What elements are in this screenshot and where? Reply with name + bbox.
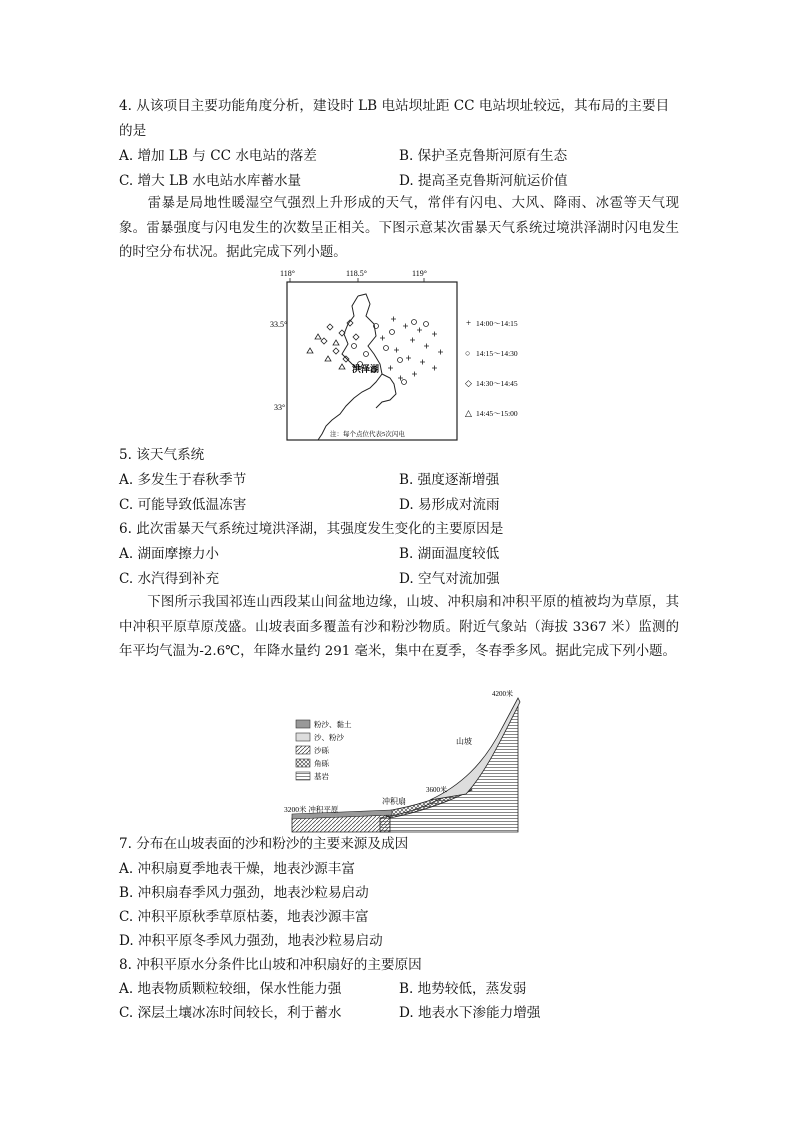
label-3200m-plain: 3200米 冲积平原 <box>284 805 339 814</box>
legend-symbol-diamond: ◇ <box>465 378 472 388</box>
legend-symbol-plus: + <box>466 318 472 328</box>
q7-option-c: C. 冲积平原秋季草原枯萎，地表沙源丰富 <box>119 909 369 925</box>
label-4200m: 4200米 <box>492 690 513 698</box>
q4-option-a: A. 增加 LB 与 CC 水电站的落差 <box>119 148 317 164</box>
lon-label-119: 119° <box>412 269 427 278</box>
q4-stem-line2: 的是 <box>119 123 147 139</box>
q4-option-d: D. 提高圣克鲁斯河航运价值 <box>399 173 568 189</box>
legend-label-breccia: 角砾 <box>314 759 329 768</box>
q8-option-d: D. 地表水下渗能力增强 <box>399 1005 541 1021</box>
q5-option-c: C. 可能导致低温冻害 <box>119 497 247 513</box>
label-slope: 山坡 <box>456 737 472 746</box>
q7-option-d: D. 冲积平原冬季风力强劲，地表沙粒易启动 <box>119 933 383 949</box>
intro-qilian <box>119 591 679 665</box>
q7-option-a: A. 冲积扇夏季地表干燥，地表沙源丰富 <box>119 861 355 877</box>
q6-option-d: D. 空气对流加强 <box>399 571 500 587</box>
intro-qilian-text: 下图所示我国祁连山西段某山间盆地边缘，山坡、冲积扇和冲积平原的植被均为草原，其中冲积平原草原茂盛。山坡表面多覆盖有沙和粉沙物质。附近气象站（海拔 3367 米）监测的年平均气温为-2.6℃，年降水量约 291 毫米，集中在夏季，冬春季多风。据此完成下列小题。 <box>119 595 679 659</box>
q6-option-b: B. 湖面温度较低 <box>399 546 500 562</box>
legend-symbol-circle: ○ <box>465 348 471 358</box>
q4-stem-line1: 4. 从该项目主要功能角度分析，建设时 LB 电站坝址距 CC 电站坝址较远，其布局的主要目 <box>119 98 670 114</box>
intro-thunderstorm-text: 雷暴是局地性暖湿空气强烈上升形成的天气，常伴有闪电、大风、降雨、冰雹等天气现象。雷暴强度与闪电发生的次数呈正相关。下图示意某次雷暴天气系统过境洪泽湖时闪电发生的时空分布状况。据此完成下列小题。 <box>119 196 679 260</box>
slope-profile-figure <box>280 688 530 834</box>
legend-swatch-sand-silt <box>296 733 310 741</box>
lat-label-33-5: 33.5° <box>270 320 288 329</box>
legend-label-plus: 14:00～14:15 <box>476 319 518 328</box>
legend-symbol-triangle: △ <box>465 408 472 418</box>
q8-option-b: B. 地势较低，蒸发弱 <box>399 981 527 997</box>
lightning-diamond-points <box>321 320 359 362</box>
lightning-circle-points <box>352 320 429 385</box>
lon-label-118: 118° <box>280 269 295 278</box>
map-frame <box>287 282 457 440</box>
q5-option-d: D. 易形成对流雨 <box>399 497 500 513</box>
lake-label: 洪泽湖 <box>352 364 380 374</box>
lon-ticks <box>290 278 424 282</box>
q8-option-c: C. 深层土壤冰冻时间较长，利于蓄水 <box>119 1005 342 1021</box>
legend-label-bedrock: 基岩 <box>314 772 329 781</box>
label-3600m: 3600米 <box>426 786 447 794</box>
intro-thunderstorm <box>119 192 679 266</box>
legend-label-diamond: 14:30～14:45 <box>476 379 518 388</box>
label-fan: 冲积扇 <box>382 797 406 806</box>
legend-label-circle: 14:15～14:30 <box>476 349 518 358</box>
legend-swatch-breccia <box>296 759 310 767</box>
legend-label-gravel: 沙砾 <box>314 746 329 755</box>
q8-option-a: A. 地表物质颗粒较细，保水性能力强 <box>119 981 342 997</box>
q8-stem: 8. 冲积平原水分条件比山坡和冲积扇好的主要原因 <box>119 957 422 973</box>
map-note: 注：每个点位代表5次闪电 <box>330 431 405 438</box>
q5-option-b: B. 强度逐渐增强 <box>399 472 500 488</box>
legend-label-triangle: 14:45～15:00 <box>476 409 518 418</box>
lat-label-33: 33° <box>274 403 286 412</box>
q7-stem: 7. 分布在山坡表面的沙和粉沙的主要来源及成因 <box>119 836 409 852</box>
q4-option-c: C. 增大 LB 水电站水库蓄水量 <box>119 173 302 189</box>
q6-stem: 6. 此次雷暴天气系统过境洪泽湖，其强度发生变化的主要原因是 <box>119 521 504 537</box>
q7-option-b: B. 冲积扇春季风力强劲，地表沙粒易启动 <box>119 885 369 901</box>
legend-swatch-bedrock <box>296 772 310 780</box>
q6-option-c: C. 水汽得到补充 <box>119 571 220 587</box>
lon-label-118-5: 118.5° <box>346 269 367 278</box>
lightning-map-figure <box>270 264 520 444</box>
legend-swatch-gravel <box>296 746 310 754</box>
legend-label-silt-clay: 粉沙、黏土 <box>314 720 352 729</box>
legend-swatch-silt-clay <box>296 720 310 728</box>
lightning-triangle-points <box>307 334 345 369</box>
q5-option-a: A. 多发生于春秋季节 <box>119 472 247 488</box>
lightning-plus-points <box>380 317 443 381</box>
legend-label-sand-silt: 沙、粉沙 <box>314 733 344 742</box>
q4-option-b: B. 保护圣克鲁斯河原有生态 <box>399 148 568 164</box>
q5-stem: 5. 该天气系统 <box>119 447 205 463</box>
q6-option-a: A. 湖面摩擦力小 <box>119 546 220 562</box>
